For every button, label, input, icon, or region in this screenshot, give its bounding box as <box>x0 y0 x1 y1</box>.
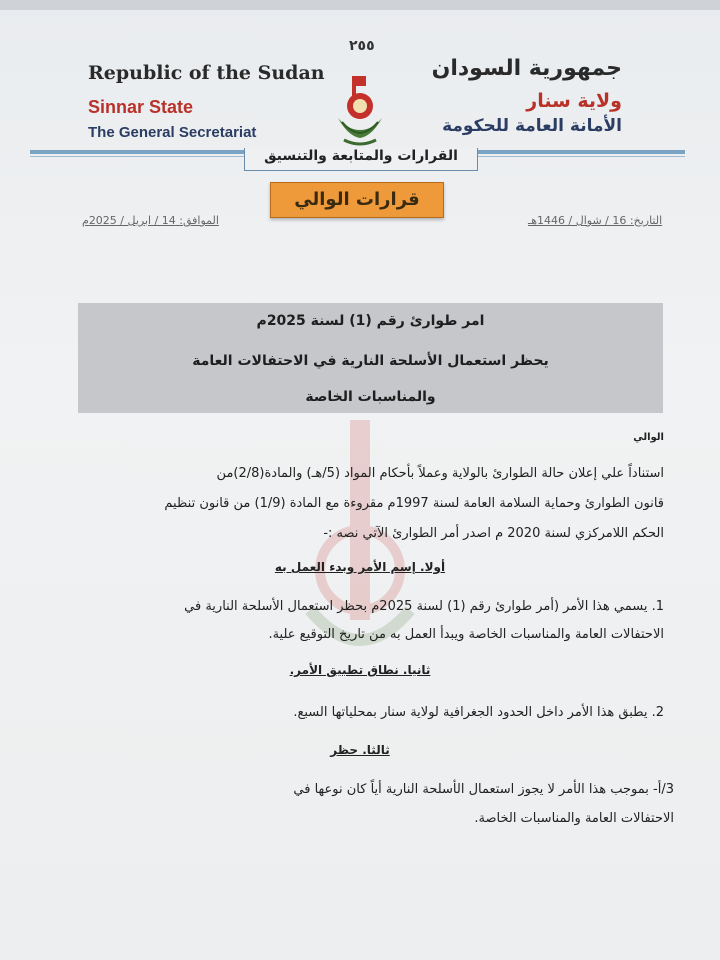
state-ar: ولاية سنار <box>526 90 622 112</box>
section-heading-2: ثانيا. نطاق تطبيق الأمر. <box>289 663 431 677</box>
order-title-line3: والمناسبات الخاصة <box>305 389 436 405</box>
gregorian-date: الموافق: 14 / ابريل / 2025م <box>82 214 219 227</box>
secretariat-en: The General Secretariat <box>88 124 257 141</box>
hijri-date: التاريخ: 16 / شوال / 1446هـ <box>528 214 663 227</box>
top-mark: ٢٥٥ <box>349 38 375 54</box>
state-en: Sinnar State <box>88 97 194 117</box>
order-title-line2: يحظر استعمال الأسلحة النارية في الاحتفالات العامة <box>192 353 549 369</box>
section-heading-1: أولا. إسم الأمر وبدء العمل به <box>274 560 446 574</box>
banner-label: قرارات الوالي <box>294 189 420 210</box>
republic-ar: جمهورية السودان <box>431 56 622 81</box>
republic-en: Republic of the Sudan <box>88 62 325 84</box>
preamble-line-2: قانون الطوارئ وحماية السلامة العامة لسنة 1997م مقروءة مع المادة (1/9) من قانون تنظيم <box>164 496 664 511</box>
clause-2: 2. يطبق هذا الأمر داخل الحدود الجغرافية لولاية سنار بمحلياتها السبع. <box>293 705 664 720</box>
clause-1-line-2: الاحتفالات العامة والمناسبات الخاصة ويبدأ العمل به من تاريخ التوقيع علية. <box>268 627 664 642</box>
order-title-line1: امر طوارئ رقم (1) لسنة 2025م <box>256 313 485 329</box>
secretariat-ar: الأمانة العامة للحكومة <box>442 116 622 136</box>
state-emblem-icon <box>332 72 388 150</box>
governor-decisions-banner <box>270 182 444 218</box>
section-heading-3: ثالثا. حظر <box>330 743 390 757</box>
clause-3a-line-2: الاحتفالات العامة والمناسبات الخاصة. <box>474 811 674 826</box>
issuer-label: الوالي <box>633 432 664 443</box>
preamble-line-1: استناداً علي إعلان حالة الطوارئ بالولاية وعملاً بأحكام المواد (5/هـ) والمادة(2/8)من <box>216 466 664 481</box>
order-title-box <box>78 303 663 413</box>
department-tab: القرارات والمتابعة والتنسيق <box>244 148 478 171</box>
clause-1-line-1: 1. يسمي هذا الأمر (أمر طوارئ رقم (1) لسنة 2025م بحظر استعمال الأسلحة النارية في <box>184 599 664 614</box>
preamble-line-3: الحكم اللامركزي لسنة 2020 م اصدر أمر الطوارئ الآتي نصه :- <box>323 526 664 541</box>
clause-3a-line-1: 3/أ- بموجب هذا الأمر لا يجوز استعمال الأسلحة النارية أياً كان نوعها في <box>293 782 674 797</box>
paper-edge <box>0 0 720 10</box>
